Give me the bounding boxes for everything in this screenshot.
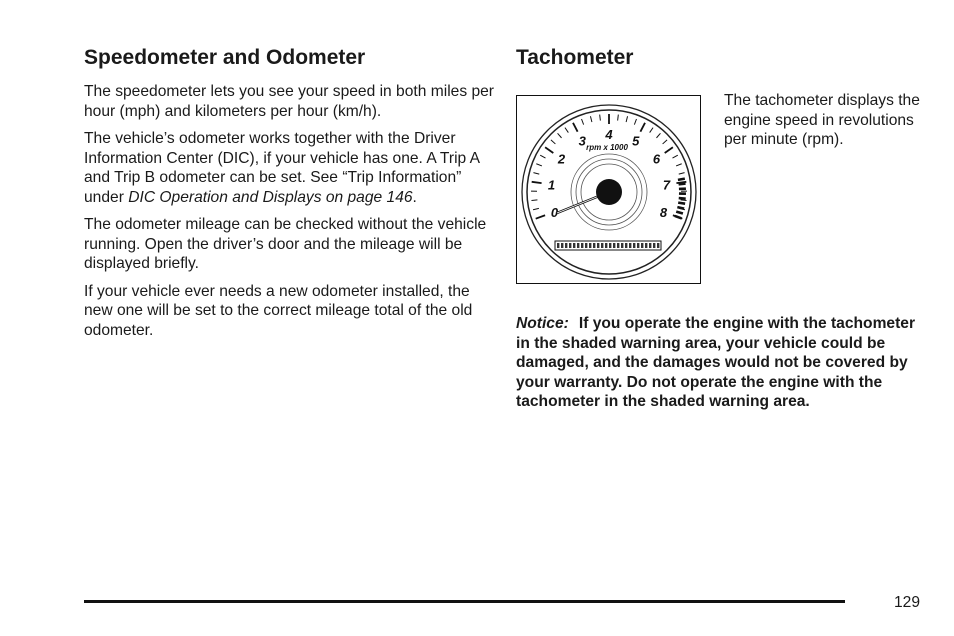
- gauge-tick-label: 3: [578, 133, 586, 149]
- minor-tick: [531, 200, 537, 201]
- display-segment: [557, 243, 559, 248]
- odometer-text-end: .: [412, 188, 417, 206]
- gauge-unit-label: rpm x 1000: [586, 143, 628, 152]
- notice-label: Notice:: [516, 315, 569, 332]
- display-segment: [609, 243, 611, 248]
- display-segment: [593, 243, 595, 248]
- display-segment: [657, 243, 659, 248]
- warning-zone-mark: [677, 207, 684, 209]
- minor-tick: [618, 115, 619, 121]
- display-segment: [601, 243, 603, 248]
- display-segment: [585, 243, 587, 248]
- display-segment: [597, 243, 599, 248]
- gauge-tick-label: 4: [605, 127, 613, 142]
- display-segment: [653, 243, 655, 248]
- speedometer-paragraph: The speedometer lets you see your speed in both miles per hour (mph) and kilometers per hour (km/h).: [84, 83, 494, 120]
- warning-zone-mark: [678, 203, 685, 204]
- dic-reference-link: DIC Operation and Displays on page 146: [128, 188, 413, 206]
- display-segment: [569, 243, 571, 248]
- footer-rule: [84, 600, 845, 603]
- display-segment: [581, 243, 583, 248]
- page-number: 129: [893, 594, 920, 611]
- tachometer-section: [516, 44, 926, 410]
- speedometer-heading: Speedometer and Odometer: [84, 46, 366, 69]
- minor-tick: [600, 115, 601, 121]
- display-segment: [561, 243, 563, 248]
- warning-zone-mark: [679, 184, 686, 185]
- tachometer-caption: The tachometer displays the engine speed in revolutions per minute (rpm).: [724, 92, 920, 148]
- display-segment: [577, 243, 579, 248]
- gauge-tick-label: 1: [547, 177, 556, 193]
- display-segment: [565, 243, 567, 248]
- odometer-paragraph: [84, 129, 494, 207]
- display-segment: [617, 243, 619, 248]
- display-segment: [589, 243, 591, 248]
- display-segment: [625, 243, 627, 248]
- display-segment: [629, 243, 631, 248]
- odometer-check-paragraph: The odometer mileage can be checked without the vehicle running. Open the driver’s door and the mileage will be displayed briefly.: [84, 216, 487, 272]
- gauge-tick-label: 8: [659, 204, 668, 220]
- gauge-tick-label: 2: [557, 151, 566, 167]
- speedometer-section: [84, 44, 494, 348]
- gauge-tick-label: 6: [652, 151, 661, 167]
- warning-zone-mark: [679, 198, 686, 199]
- warning-zone-mark: [678, 179, 685, 180]
- tachometer-gauge: [517, 96, 699, 282]
- display-segment: [633, 243, 635, 248]
- odometer-replacement-paragraph: If your vehicle ever needs a new odometer installed, the new one will be set to the correct mileage total of the old odometer.: [84, 282, 473, 339]
- gauge-tick-label: 5: [632, 133, 640, 149]
- display-segment: [641, 243, 643, 248]
- display-segment: [637, 243, 639, 248]
- minor-tick: [681, 200, 687, 201]
- gauge-hub: [596, 179, 622, 205]
- tachometer-heading: Tachometer: [516, 46, 634, 69]
- tachometer-illustration: [516, 95, 701, 284]
- notice-text: If you operate the engine with the tachometer in the shaded warning area, your vehicle could be damaged, and the damages would not be covered by your warranty. Do not operate the engine with the tachometer in the shaded warning area.: [516, 315, 916, 410]
- display-segment: [573, 243, 575, 248]
- notice-paragraph: [516, 314, 926, 412]
- gauge-tick-label: 0: [550, 204, 559, 220]
- display-segment: [613, 243, 615, 248]
- odometer-text: The vehicle’s odometer works together with the Driver Information Center (DIC), if your vehicle has one. A Trip A and Trip B odometer can be set. See “Trip Information” under: [84, 130, 480, 206]
- display-segment: [645, 243, 647, 248]
- display-segment: [649, 243, 651, 248]
- display-segment: [605, 243, 607, 248]
- gauge-tick-label: 7: [662, 177, 671, 193]
- display-segment: [621, 243, 623, 248]
